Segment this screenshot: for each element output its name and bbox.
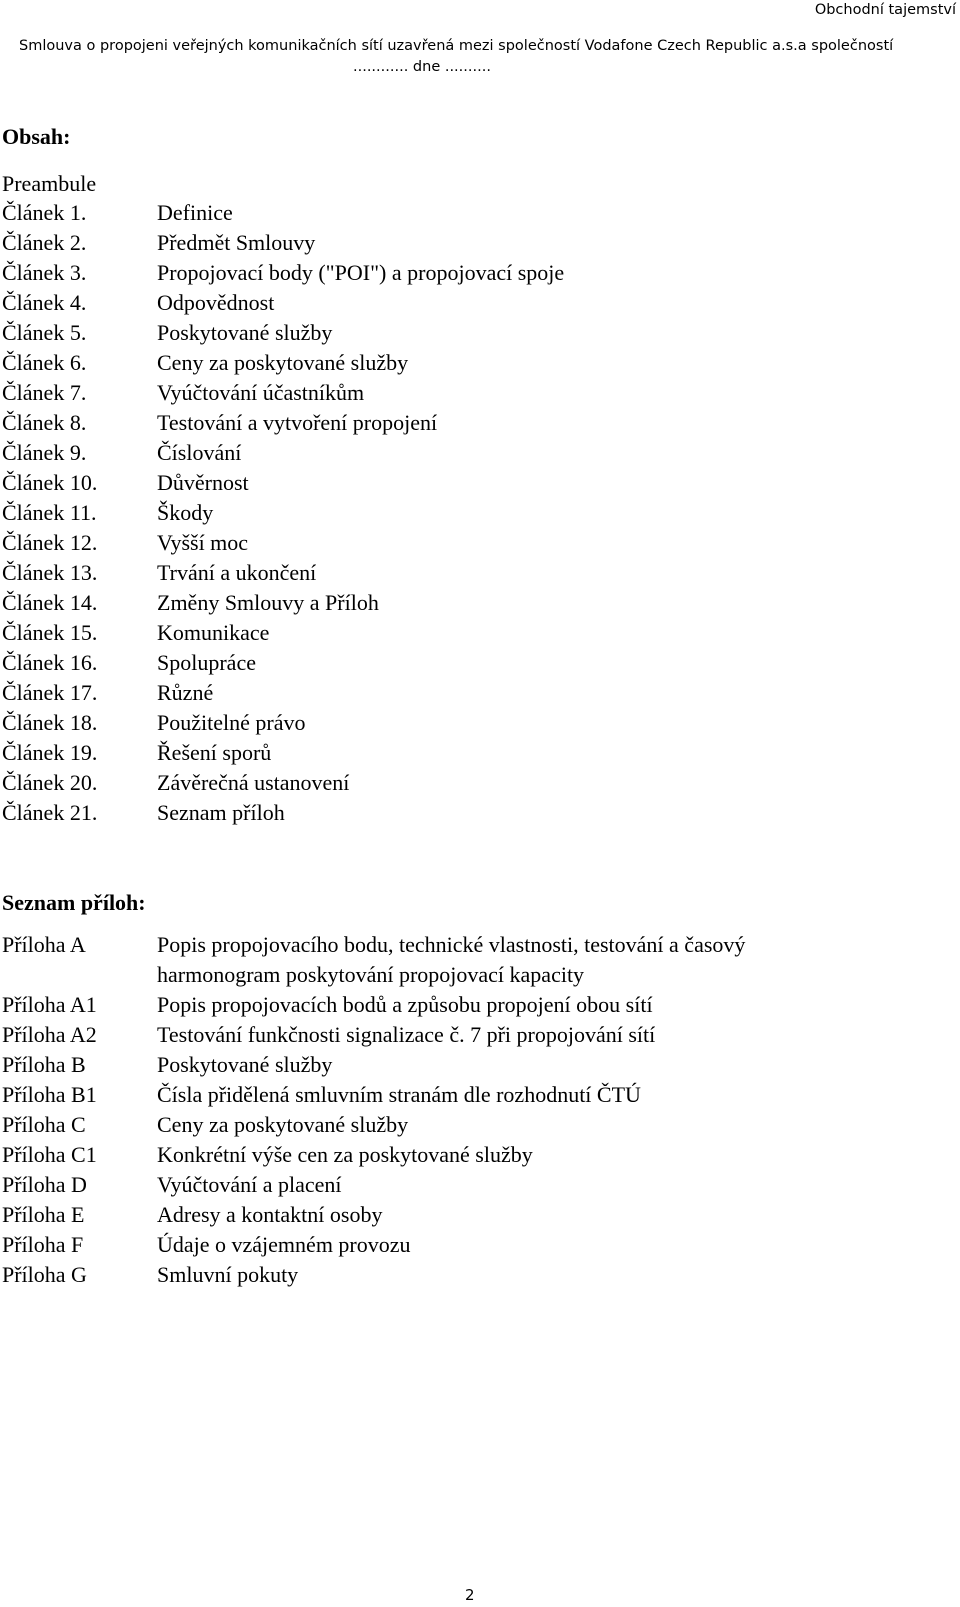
toc-item-number: Článek 21. (2, 800, 98, 825)
appendix-item-label: Příloha A1 (2, 992, 97, 1017)
toc-item-title: Číslování (157, 440, 242, 465)
appendix-item-title: Údaje o vzájemném provozu (157, 1232, 411, 1257)
toc-item-title: Ceny za poskytované služby (157, 350, 409, 375)
appendix-item-label: Příloha A (2, 932, 86, 957)
appendix-item-title: Popis propojovacího bodu, technické vlastnosti, testování a časový harmonogram poskytování propojovací kapacity (157, 932, 746, 987)
appendix-item-label: Příloha F (2, 1232, 84, 1257)
appendix-item-title: Čísla přidělená smluvním stranám dle rozhodnutí ČTÚ (157, 1082, 641, 1107)
toc-item-number: Článek 5. (2, 320, 87, 345)
toc-item-number: Článek 16. (2, 650, 98, 675)
toc-preamble: Preambule (2, 171, 97, 196)
appendix-item-label: Příloha D (2, 1172, 87, 1197)
toc-item-title: Propojovací body ("POI") a propojovací spoje (157, 260, 565, 285)
toc-item-title: Předmět Smlouvy (157, 230, 316, 255)
toc-item-title: Závěrečná ustanovení (157, 770, 350, 795)
appendix-item-title: Smluvní pokuty (157, 1262, 299, 1287)
toc-item-title: Vyšší moc (157, 530, 249, 555)
toc-item-number: Článek 4. (2, 290, 87, 315)
toc-item-number: Článek 15. (2, 620, 98, 645)
toc-item-number: Článek 1. (2, 200, 87, 225)
appendix-item-label: Příloha B1 (2, 1082, 97, 1107)
toc-item-number: Článek 11. (2, 500, 97, 525)
toc-item-number: Článek 19. (2, 740, 98, 765)
appendix-item-title: Konkrétní výše cen za poskytované služby (157, 1142, 533, 1167)
toc-item-title: Řešení sporů (157, 740, 272, 765)
toc-item-title: Seznam příloh (157, 800, 285, 825)
toc-item-title: Definice (157, 200, 233, 225)
page-number: 2 (465, 1586, 475, 1604)
toc-item-title: Změny Smlouvy a Příloh (157, 590, 379, 615)
toc-item-title: Důvěrnost (157, 470, 249, 495)
appendix-item-label: Příloha A2 (2, 1022, 97, 1047)
toc-item-title: Různé (157, 680, 214, 705)
toc-item-title: Poskytované služby (157, 320, 333, 345)
toc-item-number: Článek 13. (2, 560, 98, 585)
document-header-title: Smlouva o propojeni veřejných komunikačních sítí uzavřená mezi společností Vodafone Czech Republic a.s.a společností (19, 38, 894, 54)
toc-item-title: Vyúčtování účastníkům (157, 380, 365, 405)
toc-item-number: Článek 17. (2, 680, 98, 705)
toc-item-number: Článek 12. (2, 530, 98, 555)
appendix-item-title: Ceny za poskytované služby (157, 1112, 409, 1137)
appendix-list-heading: Seznam příloh: (2, 890, 146, 915)
appendix-item-title: Vyúčtování a placení (157, 1172, 342, 1197)
appendix-item-label: Příloha C1 (2, 1142, 97, 1167)
toc-item-title: Škody (157, 500, 214, 525)
toc-item-title: Komunikace (157, 620, 270, 645)
toc-item-title: Testování a vytvoření propojení (157, 410, 438, 435)
toc-item-number: Článek 14. (2, 590, 98, 615)
appendix-item-title: Testování funkčnosti signalizace č. 7 při propojování sítí (157, 1022, 656, 1047)
toc-item-title: Odpovědnost (157, 290, 275, 315)
appendix-item-label: Příloha C (2, 1112, 86, 1137)
toc-item-number: Článek 20. (2, 770, 98, 795)
appendix-item-label: Příloha G (2, 1262, 87, 1287)
appendix-item-title: Adresy a kontaktní osoby (157, 1202, 383, 1227)
toc-heading: Obsah: (2, 124, 71, 149)
toc-item-title: Použitelné právo (157, 710, 306, 735)
toc-item-number: Článek 2. (2, 230, 87, 255)
toc-item-number: Článek 6. (2, 350, 87, 375)
toc-item-title: Spolupráce (157, 650, 256, 675)
toc-item-number: Článek 8. (2, 410, 87, 435)
appendix-item-label: Příloha E (2, 1202, 85, 1227)
appendix-item-title: Popis propojovacích bodů a způsobu propojení obou sítí (157, 992, 653, 1017)
toc-item-number: Článek 7. (2, 380, 87, 405)
appendix-item-label: Příloha B (2, 1052, 86, 1077)
toc-item-number: Článek 9. (2, 440, 87, 465)
appendix-item-title: Poskytované služby (157, 1052, 333, 1077)
toc-item-title: Trvání a ukončení (157, 560, 317, 585)
confidentiality-label: Obchodní tajemství (814, 2, 956, 18)
toc-item-number: Článek 18. (2, 710, 98, 735)
toc-item-number: Článek 10. (2, 470, 98, 495)
toc-item-number: Článek 3. (2, 260, 87, 285)
document-header-date: ............ dne .......... (353, 59, 491, 75)
